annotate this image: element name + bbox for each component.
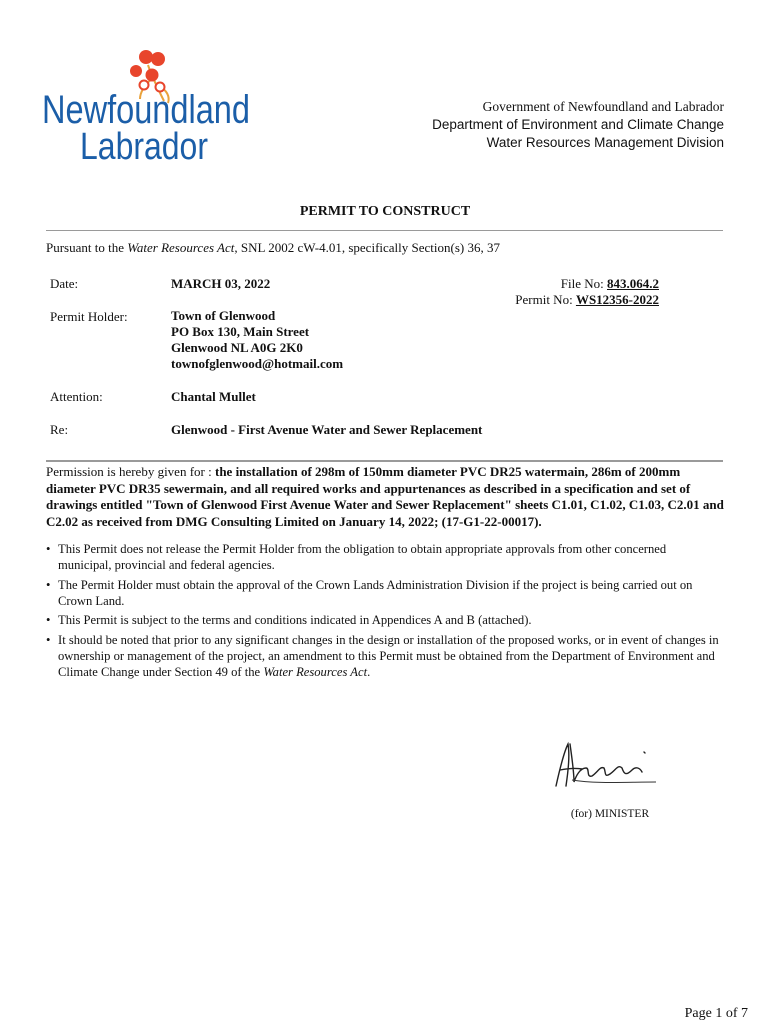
department-header [432, 98, 724, 152]
file-no-row [513, 276, 659, 292]
document-title: PERMIT TO CONSTRUCT [299, 204, 471, 219]
page-number: Page 1 of 7 [684, 1006, 748, 1021]
pursuant-act-title: Water Resources Act [127, 240, 235, 255]
condition-item: • This Permit is subject to the terms and conditions indicated in Appendices A and B (attached). [46, 612, 721, 628]
permit-no-row [513, 292, 659, 308]
permit-holder-address [171, 308, 343, 372]
permission-body: the installation of 298m of 150mm diameter PVC DR25 watermain, 286m of 200mm diameter PVC DR35 sewermain, and all required works and appurtenances as described in a specification and set of drawings entitled "Town of Glenwood First Avenue Water and Sewer Replacement" sheets C1.01, C1.02, C1.03, C2.01 and C2.02 as received from DMG Consulting Limited on January 14, 2022; (17-G1-22-00017). [46, 464, 724, 529]
re-value: Glenwood - First Avenue Water and Sewer Replacement [171, 422, 483, 437]
divider [46, 230, 723, 231]
condition-end: . [367, 664, 371, 679]
conditions-list [46, 541, 721, 683]
file-no-value: 843.064.2 [607, 276, 659, 291]
holder-email: townofglenwood@hotmail.com [171, 356, 344, 371]
condition-text: It should be noted that prior to any significant changes in the design or installation of the proposed works, or in event of changes in ownership or management of the project, an amendment to this Permit must be obtained from the Department of Environment and Climate Change under Section 49 of the [58, 632, 719, 679]
condition-act-title: Water Resources Act [263, 664, 368, 679]
file-permit-numbers [513, 276, 659, 308]
condition-item: • This Permit does not release the Permit Holder from the obligation to obtain appropriate approvals from other concerned municipal, provincial and federal agencies. [46, 541, 721, 573]
file-no-label: File No: [560, 276, 607, 291]
government-line: Government of Newfoundland and Labrador [482, 99, 724, 114]
date-value: MARCH 03, 2022 [171, 276, 271, 291]
pitcher-plant-logo-graphic [40, 45, 255, 168]
logo-wordmark-labrador: Labrador [80, 126, 209, 168]
pursuant-suffix: , SNL 2002 cW-4.01, specifically Section(s) 36, 37 [234, 240, 500, 255]
signature-graphic [546, 738, 671, 800]
signature-caption: (for) MINISTER [570, 808, 650, 820]
holder-name: Town of Glenwood [171, 308, 276, 323]
division-line: Water Resources Management Division [486, 135, 724, 150]
department-line: Department of Environment and Climate Change [432, 117, 724, 132]
permit-holder-label: Permit Holder: [50, 309, 128, 324]
minister-signature [546, 738, 671, 800]
condition-item: • The Permit Holder must obtain the approval of the Crown Lands Administration Division if the project is being carried out on Crown Land. [46, 577, 721, 609]
pursuant-line [46, 240, 500, 256]
attention-value: Chantal Mullet [171, 389, 256, 404]
condition-item [46, 632, 721, 680]
permission-paragraph [46, 464, 726, 530]
logo-wordmark-newfoundland: Newfoundland [42, 88, 250, 132]
holder-city: Glenwood NL A0G 2K0 [171, 340, 303, 355]
date-label: Date: [50, 276, 79, 291]
province-logo [40, 45, 255, 168]
permission-prefix: Permission is hereby given for : [46, 464, 215, 479]
re-label: Re: [50, 422, 69, 437]
permit-no-value: WS12356-2022 [575, 292, 659, 307]
divider [46, 460, 723, 462]
holder-street: PO Box 130, Main Street [171, 324, 310, 339]
attention-label: Attention: [50, 389, 103, 404]
pursuant-prefix: Pursuant to the [46, 240, 128, 255]
permit-no-label: Permit No: [515, 292, 576, 307]
